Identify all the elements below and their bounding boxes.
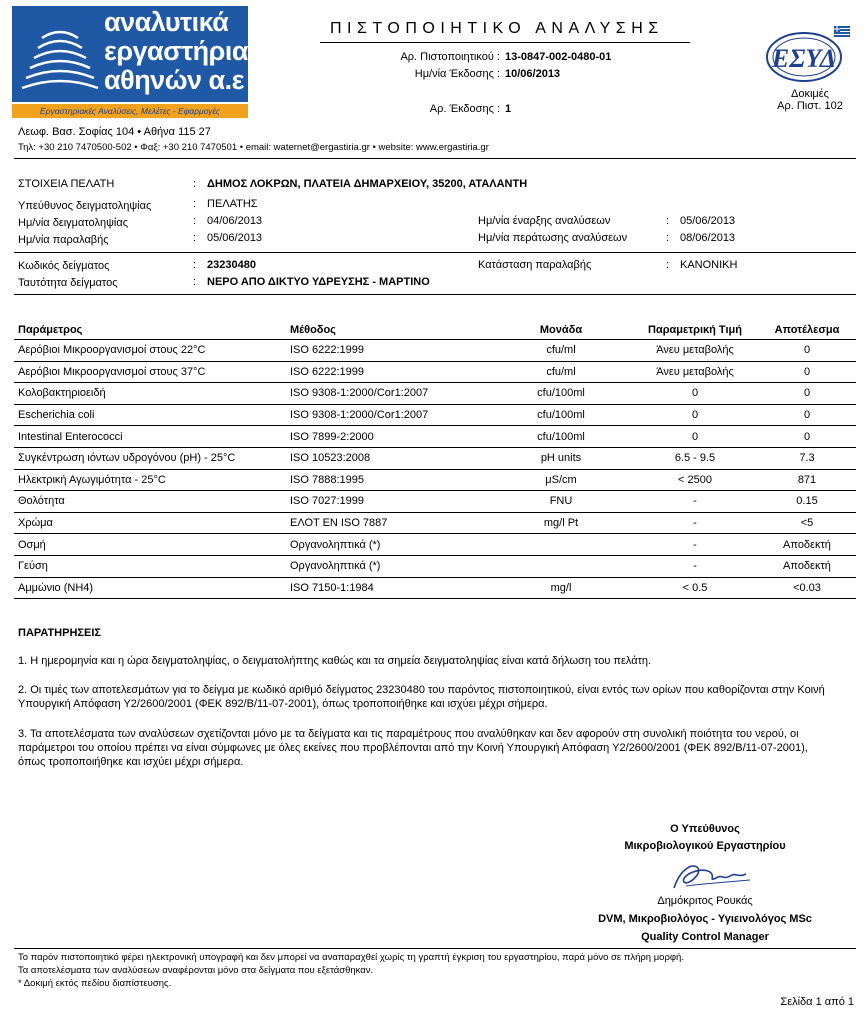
address-line-2: Τηλ: +30 210 7470500-502 • Φαξ: +30 210 7470501 • email: waternet@ergastiria.gr • website: www.ergastiria.gr xyxy=(18,142,489,153)
unit-cell: cfu/ml xyxy=(490,361,632,383)
logo-waves-icon xyxy=(20,18,100,98)
sample-code: 23230480 xyxy=(207,259,256,271)
edition-number: 1 xyxy=(505,103,512,115)
note-2: 2. Οι τιμές των αποτελεσμάτων για το δείγμα με κωδικό αριθμό δείγματος 23230480 του παρόντος πιστοποιητικού, είναι εντός των ορίων που καθορίζονται στην Κοινή Υπουργική Απόφαση Υ2/2600/2001 (ΦΕΚ 892/Β/11-07-2001), όπως τροποποιήθηκε και ισχύει μέχρι σήμερα. xyxy=(18,684,825,710)
table-header-row xyxy=(14,320,856,340)
parametric-value-cell: Άνευ μεταβολής xyxy=(632,340,758,362)
sampler-value: ΠΕΛΑΤΗΣ xyxy=(207,198,258,210)
logo-line-1: αναλυτικά xyxy=(104,7,229,37)
client-value: ΔΗΜΟΣ ΛΟΚΡΩΝ, ΠΛΑΤΕΙΑ ΔΗΜΑΡΧΕΙΟΥ, 35200, ΑΤΑΛΑΝΤΗ xyxy=(207,178,528,190)
signatory-line-1: Ο Υπεύθυνος xyxy=(670,823,740,835)
unit-cell: μS/cm xyxy=(490,469,632,491)
analysis-end: 08/06/2013 xyxy=(680,232,736,244)
table-row xyxy=(14,491,856,513)
result-cell: 0.15 xyxy=(758,491,856,513)
unit-cell: cfu/ml xyxy=(490,340,632,362)
page-number: Σελίδα 1 από 1 xyxy=(780,996,854,1008)
table-row xyxy=(14,361,856,383)
parameter-cell: Θολότητα xyxy=(14,491,286,513)
unit-cell: mg/l xyxy=(490,577,632,599)
parameter-cell: Συγκέντρωση ιόντων υδρογόνου (pH) - 25°C xyxy=(14,447,286,469)
result-cell: <5 xyxy=(758,512,856,534)
table-row xyxy=(14,383,856,405)
parameter-cell: Χρώμα xyxy=(14,512,286,534)
esyd-logo-text: ΕΣΥΔ xyxy=(771,44,837,73)
parametric-value-cell: < 0.5 xyxy=(632,577,758,599)
unit-cell: pH units xyxy=(490,447,632,469)
accreditation-caption-2: Αρ. Πιστ. 102 xyxy=(777,100,843,112)
divider xyxy=(14,158,856,159)
parameter-cell: Ηλεκτρική Αγωγιμότητα - 25°C xyxy=(14,469,286,491)
result-cell: 0 xyxy=(758,426,856,448)
parametric-value-cell: 0 xyxy=(632,383,758,405)
footer-line-1: Το παρόν πιστοποιητικό φέρει ηλεκτρονική υπογραφή και δεν μπορεί να αναπαραχθεί χωρίς τη γραπτή έγκριση του εργαστηρίου, παρά μόνο σε πλήρη μορφή. xyxy=(18,952,684,963)
certificate-number-label: Αρ. Πιστοποιητικού : xyxy=(400,51,500,63)
header-parameter: Παράμετρος xyxy=(14,320,286,340)
parametric-value-cell: < 2500 xyxy=(632,469,758,491)
table-row xyxy=(14,469,856,491)
signatory-title: DVM, Μικροβιολόγος - Υγιεινολόγος MSc xyxy=(598,913,812,925)
title-underline xyxy=(320,42,690,43)
sampler-label: Υπεύθυνος δειγματοληψίας xyxy=(18,200,152,212)
table-row xyxy=(14,555,856,577)
logo-line-3: αθηνών α.ε xyxy=(104,65,244,95)
result-cell: 0 xyxy=(758,383,856,405)
parametric-value-cell: - xyxy=(632,491,758,513)
method-cell: Οργανοληπτικά (*) xyxy=(286,534,490,556)
header-unit: Μονάδα xyxy=(490,320,632,340)
result-cell: Αποδεκτή xyxy=(758,555,856,577)
parametric-value-cell: - xyxy=(632,512,758,534)
method-cell: ISO 7027:1999 xyxy=(286,491,490,513)
result-cell: <0.03 xyxy=(758,577,856,599)
divider xyxy=(14,252,856,253)
receipt-date: 05/06/2013 xyxy=(207,232,263,244)
edition-label: Αρ. Έκδοσης : xyxy=(429,103,500,115)
header-result: Αποτέλεσμα xyxy=(758,320,856,340)
unit-cell: mg/l Pt xyxy=(490,512,632,534)
parameter-cell: Αερόβιοι Μικροοργανισμοί στους 37°C xyxy=(14,361,286,383)
parametric-value-cell: Άνευ μεταβολής xyxy=(632,361,758,383)
result-cell: 0 xyxy=(758,361,856,383)
divider xyxy=(14,294,856,295)
address-line-1: Λεωφ. Βασ. Σοφίας 104 • Αθήνα 115 27 xyxy=(18,126,211,138)
logo-line-2: εργαστήρια xyxy=(104,36,248,66)
method-cell: ISO 9308-1:2000/Cor1:2007 xyxy=(286,383,490,405)
parameter-cell: Αερόβιοι Μικροοργανισμοί στους 22°C xyxy=(14,340,286,362)
results-body xyxy=(14,340,856,599)
notes-title: ΠΑΡΑΤΗΡΗΣΕΙΣ xyxy=(18,627,101,639)
table-row xyxy=(14,340,856,362)
unit-cell xyxy=(490,534,632,556)
logo-text xyxy=(104,8,248,95)
sample-code-label: Κωδικός δείγματος xyxy=(18,260,110,272)
result-cell: 871 xyxy=(758,469,856,491)
header-method: Μέθοδος xyxy=(286,320,490,340)
unit-cell xyxy=(490,555,632,577)
parameter-cell: Οσμή xyxy=(14,534,286,556)
method-cell: ISO 10523:2008 xyxy=(286,447,490,469)
sample-id: ΝΕΡΟ ΑΠΟ ΔΙΚΤΥΟ ΥΔΡΕΥΣΗΣ - ΜΑΡΤΙΝΟ xyxy=(207,276,430,288)
footer-line-2: Τα αποτελέσματα των αναλύσεων αναφέρονται μόνο στα δείγματα που εξετάσθηκαν. xyxy=(18,965,374,976)
receipt-date-label: Ημ/νία παραλαβής xyxy=(18,234,109,246)
parameter-cell: Escherichia coli xyxy=(14,404,286,426)
method-cell: Οργανοληπτικά (*) xyxy=(286,555,490,577)
logo-tagline: Εργαστηριακές Αναλύσεις, Μελέτες - Εφαρμογές xyxy=(12,104,248,118)
parameter-cell: Αμμώνιο (NH4) xyxy=(14,577,286,599)
table-row xyxy=(14,426,856,448)
analysis-start-label: Ημ/νία έναρξης αναλύσεων xyxy=(478,215,611,227)
method-cell: ISO 6222:1999 xyxy=(286,361,490,383)
signatory-line-2: Μικροβιολογικού Εργαστηρίου xyxy=(624,840,786,852)
header-parametric-value: Παραμετρική Τιμή xyxy=(632,320,758,340)
analysis-start: 05/06/2013 xyxy=(680,215,736,227)
sampling-date-label: Ημ/νία δειγματοληψίας xyxy=(18,217,129,229)
method-cell: ISO 7899-2:2000 xyxy=(286,426,490,448)
note-1: 1. Η ημερομηνία και η ώρα δειγματοληψίας, ο δειγματολήπτης καθώς και τα σημεία δειγματοληψίας είναι κατά δήλωση του πελάτη. xyxy=(18,655,652,667)
unit-cell: cfu/100ml xyxy=(490,404,632,426)
issue-date: 10/06/2013 xyxy=(505,68,561,80)
unit-cell: cfu/100ml xyxy=(490,383,632,405)
table-row xyxy=(14,404,856,426)
result-cell: 7.3 xyxy=(758,447,856,469)
esyd-accreditation-icon xyxy=(764,24,854,86)
parameter-cell: Κολοβακτηριοειδή xyxy=(14,383,286,405)
method-cell: ISO 7150-1:1984 xyxy=(286,577,490,599)
signatory-role: Quality Control Manager xyxy=(641,931,769,943)
parametric-value-cell: 0 xyxy=(632,404,758,426)
unit-cell: cfu/100ml xyxy=(490,426,632,448)
parametric-value-cell: - xyxy=(632,555,758,577)
table-row xyxy=(14,577,856,599)
accreditation-caption-1: Δοκιμές xyxy=(791,88,829,100)
certificate-number: 13-0847-002-0480-01 xyxy=(505,51,612,63)
accreditation-caption xyxy=(760,88,860,112)
method-cell: ΕΛΟΤ ΕΝ ISO 7887 xyxy=(286,512,490,534)
table-row xyxy=(14,534,856,556)
results-table xyxy=(14,320,856,599)
parametric-value-cell: 0 xyxy=(632,426,758,448)
sampling-date: 04/06/2013 xyxy=(207,215,263,227)
issue-date-label: Ημ/νία Έκδοσης : xyxy=(414,68,500,80)
result-cell: Αποδεκτή xyxy=(758,534,856,556)
unit-cell: FNU xyxy=(490,491,632,513)
result-cell: 0 xyxy=(758,404,856,426)
certificate-title: ΠΙΣΤΟΠΟΙΗΤΙΚΟ ΑΝΑΛΥΣΗΣ xyxy=(330,20,664,37)
logo-background xyxy=(12,6,248,102)
table-row xyxy=(14,447,856,469)
footer-line-3: * Δοκιμή εκτός πεδίου διαπίστευσης. xyxy=(18,978,172,989)
method-cell: ISO 9308-1:2000/Cor1:2007 xyxy=(286,404,490,426)
receipt-state: ΚΑΝΟΝΙΚΗ xyxy=(680,259,738,271)
method-cell: ISO 7888:1995 xyxy=(286,469,490,491)
company-logo xyxy=(12,6,248,118)
analysis-end-label: Ημ/νία περάτωσης αναλύσεων xyxy=(478,232,628,244)
parameter-cell: Intestinal Enterococci xyxy=(14,426,286,448)
result-cell: 0 xyxy=(758,340,856,362)
client-label: ΣΤΟΙΧΕΙΑ ΠΕΛΑΤΗ xyxy=(18,178,115,190)
receipt-state-label: Κατάσταση παραλαβής xyxy=(478,259,592,271)
method-cell: ISO 6222:1999 xyxy=(286,340,490,362)
footer-divider xyxy=(14,948,856,949)
parametric-value-cell: 6.5 - 9.5 xyxy=(632,447,758,469)
table-row xyxy=(14,512,856,534)
parametric-value-cell: - xyxy=(632,534,758,556)
note-3: 3. Τα αποτελέσματα των αναλύσεων σχετίζονται μόνο με τα δείγματα και τις παραμέτρους που αναλύθηκαν και δεν αφορούν στη συνολική ποιότητα του νερού, οι παράμετροι του οποίου πρέπει να είναι σύμφωνες με όλες εκείνες που προβλέπονται από την Κοινή Υπουργική Απόφαση Υ2/2600/2001 (ΦΕΚ 892/Β/11-07-2001), όπως τροποποιήθηκε και ισχύει μέχρι σήμερα. xyxy=(18,728,808,768)
parameter-cell: Γεύση xyxy=(14,555,286,577)
sample-id-label: Ταυτότητα δείγματος xyxy=(18,277,118,289)
handwritten-signature xyxy=(666,856,756,894)
signatory-name: Δημόκριτος Ρουκάς xyxy=(657,895,753,907)
